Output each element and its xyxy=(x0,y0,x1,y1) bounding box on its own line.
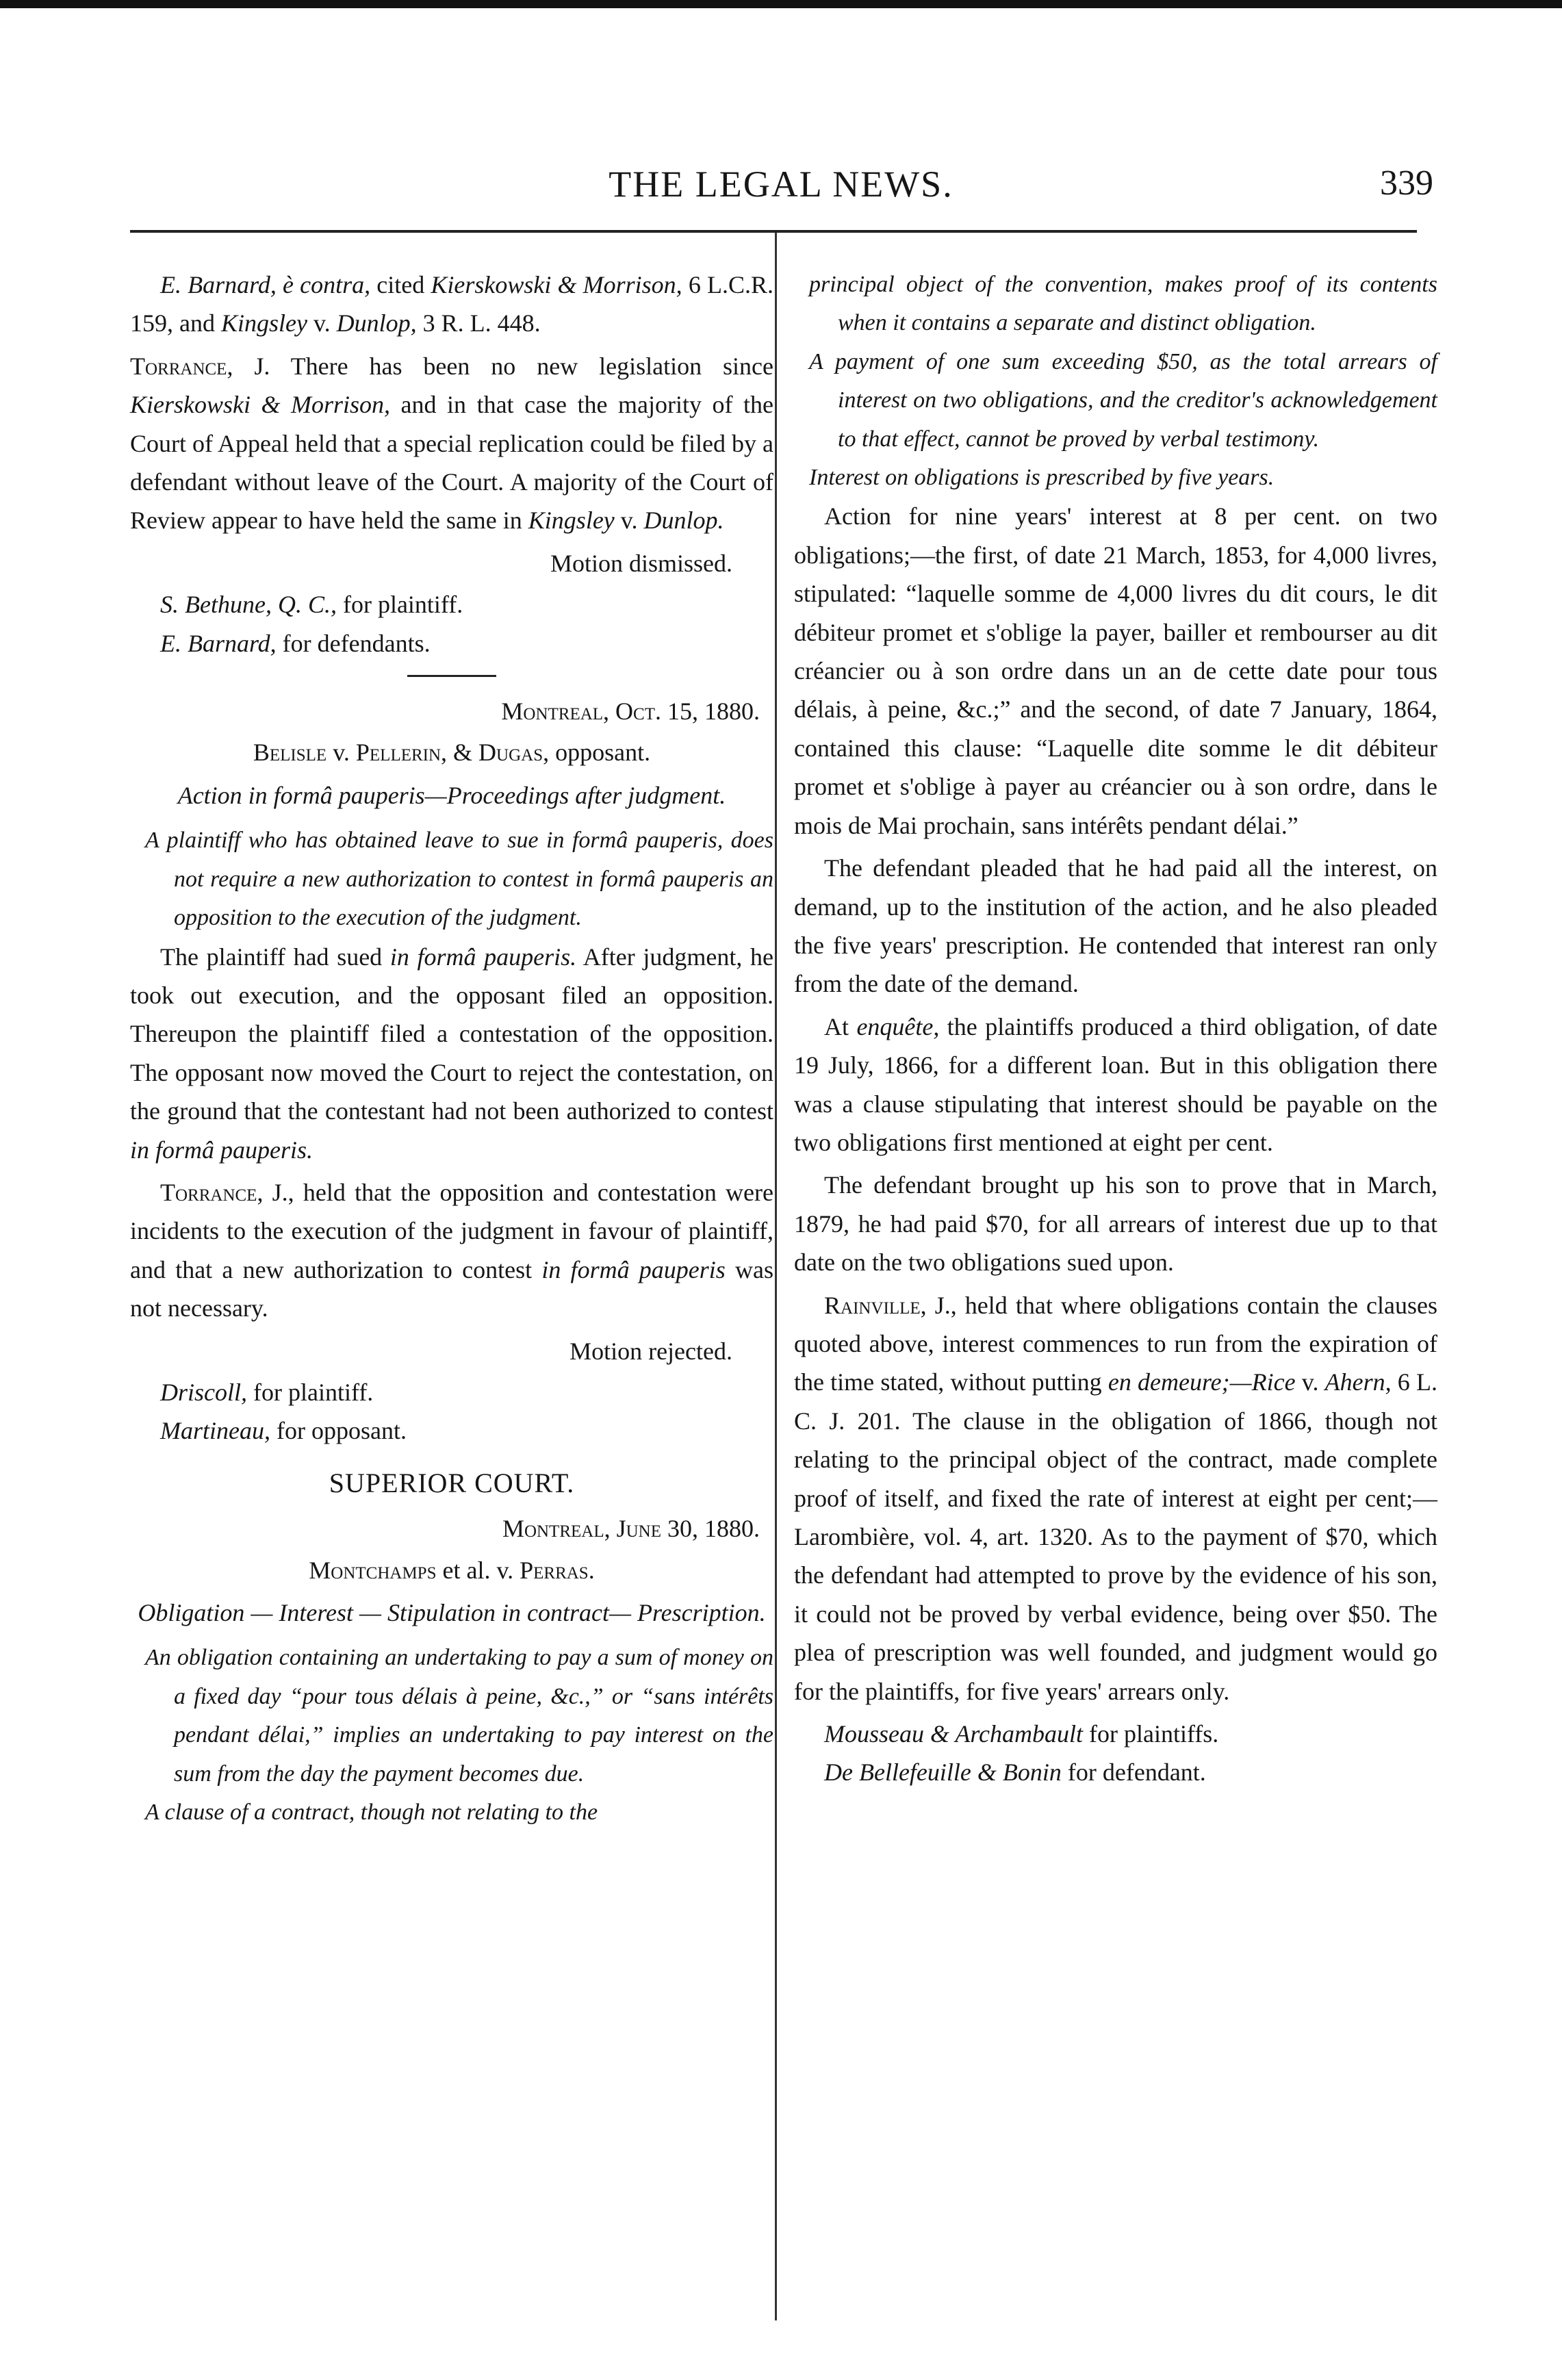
text-run: v. xyxy=(1295,1368,1325,1396)
text-run: held that the opposition and contestation were incidents to the execution of the judgment in favour of plaintiff, and that a new authorization to contest xyxy=(130,1178,773,1283)
judge-name: Torrance, J. xyxy=(130,352,270,380)
text-run: There has been no new legislation since xyxy=(270,352,773,380)
text-run: enquête, xyxy=(856,1012,940,1040)
counsel-line xyxy=(130,1411,773,1450)
headnote: Interest on obligations is prescribed by five years. xyxy=(809,465,1275,491)
paragraph xyxy=(794,1008,1437,1162)
case-citation: Kingsley xyxy=(528,507,615,535)
text-run: in formâ pauperis. xyxy=(130,1136,313,1164)
party-name: Belisle xyxy=(253,739,327,767)
text-run: The plaintiff had sued xyxy=(160,943,390,971)
case-citation: Dunlop, xyxy=(336,309,417,337)
case-citation: Dunlop. xyxy=(643,507,724,535)
text-run: 6 L.C.R. 159, and xyxy=(130,271,774,337)
case-subject: Obligation — Interest — Stipulation in contract— Prescription. xyxy=(138,1599,766,1626)
counsel-role: for plaintiffs. xyxy=(1082,1720,1219,1748)
text-run: At xyxy=(824,1012,857,1040)
judge-name: Torrance, J., xyxy=(160,1178,294,1206)
text-run: en demeure;—Rice xyxy=(1108,1368,1296,1396)
right-column xyxy=(794,266,1437,1792)
case-date: Montreal, Oct. 15, 1880. xyxy=(501,698,760,726)
paragraph: The defendant pleaded that he had paid all the interest, on demand, up to the institution of the action, and he also pleaded the five years' prescription. He contended that interest ran only from the date of the demand. xyxy=(794,854,1437,998)
text-run: in formâ pauperis xyxy=(541,1255,726,1283)
counsel-line xyxy=(794,1715,1437,1753)
text-run: held that where obligations contain the clauses quoted above, interest commences to run from the expiration of the time stated, without putting xyxy=(794,1291,1437,1396)
case-citation: Kingsley xyxy=(220,309,307,337)
running-title: THE LEGAL NEWS. xyxy=(609,164,953,205)
paragraph xyxy=(130,1173,773,1328)
party-name: Montchamps xyxy=(309,1556,437,1584)
text-run: the plaintiffs produced a third obligation, of date 19 July, 1866, for a different loan. But in this obligation there was a clause stipulating that interest should be payable on the two obligations first mentioned at eight per cent. xyxy=(794,1012,1437,1156)
paragraph: Action for nine years' interest at 8 per cent. on two obligations;—the first, of date 21 March, 1853, for 4,000 livres, stipulated: “laquelle somme de 4,000 livres du dit cours, le dit débiteur promet et s'oblige la payer, bailler et rembourser au dit créancier ou à son ordre dans un an de cette date pour tous délais, à peine, &c.;” and the second, of date 7 January, 1864, contained this clause: “Laquelle dite somme le dit débiteur promet et s'oblige à payer au créancier ou à son ordre, dans le mois de Mai prochain, sans intérêts pendant délai.” xyxy=(794,502,1437,839)
case-citation: Kierskowski & Morrison, xyxy=(130,391,391,419)
paragraph xyxy=(130,266,773,343)
page-number: 339 xyxy=(1380,164,1433,203)
case-citation: Kierskowski & Morrison, xyxy=(431,271,682,298)
counsel-name: E. Barnard, è contra, xyxy=(160,271,371,298)
party-name: Perras. xyxy=(520,1556,595,1584)
text-run: 6 L. C. J. 201. The clause in the obligation of 1866, though not relating to the principal object of the contract, made complete proof of itself, and fixed the rate of interest at eight per cent;—Larombière, vol. 4, art. 1320. As to the payment of $70, which the defendant had attempted to prove by the evidence of his son, it could not be proved by verbal evidence, being over $50. The plea of prescription was well founded, and judgment would go for the plaintiffs, for five years' arrears only. xyxy=(794,1368,1437,1705)
text-run: v. xyxy=(307,309,337,337)
counsel-line xyxy=(794,1753,1437,1791)
case-subject: Action in formâ pauperis—Proceedings after judgment. xyxy=(177,781,726,809)
text-run: v. xyxy=(614,507,644,535)
headnote: A clause of a contract, though not relating to the xyxy=(145,1800,598,1826)
counsel-role: for plaintiff. xyxy=(247,1378,374,1406)
counsel-name: E. Barnard, xyxy=(160,629,277,657)
text-run: 3 R. L. 448. xyxy=(416,309,541,337)
text-run: v. xyxy=(327,739,356,767)
court-heading: SUPERIOR COURT. xyxy=(329,1467,575,1498)
case-date: Montreal, June 30, 1880. xyxy=(502,1515,760,1543)
counsel-line xyxy=(130,1373,773,1411)
left-column xyxy=(130,266,773,1832)
counsel-name: S. Bethune, Q. C., xyxy=(160,591,337,619)
text-run: and in that case the majority of the Court of Appeal held that a special replication could be filed by a defendant without leave of the Court. A majority of the Court of Review appear to have held the same in xyxy=(130,391,773,535)
disposition: Motion dismissed. xyxy=(550,549,732,577)
counsel-role: for defendant. xyxy=(1061,1758,1206,1787)
headnote: A payment of one sum exceeding $50, as the total arrears of interest on two obligations, and the creditor's acknowledgement to that effect, cannot be proved by verbal testimony. xyxy=(809,348,1437,452)
counsel-name: Martineau, xyxy=(160,1417,270,1445)
counsel-role: for defendants. xyxy=(276,629,431,657)
counsel-line xyxy=(130,624,773,663)
case-parties xyxy=(130,733,773,771)
text-run: opposant. xyxy=(549,739,651,767)
paragraph xyxy=(794,1286,1437,1711)
section-rule xyxy=(407,675,496,677)
text-run: After judgment, he took out execution, and the opposant filed an opposition. Thereupon the plaintiff filed a contestation of the opposition. The opposant now moved the Court to reject the contestation, on the ground that the contestant had not been authorized to contest xyxy=(130,943,774,1125)
headnote: An obligation containing an undertaking to pay a sum of money on a fixed day “pour tous délais à peine, &c.,” or “sans intérêts pendant délai,” implies an undertaking to pay interest on the sum from the day the payment becomes due. xyxy=(145,1645,773,1787)
disposition: Motion rejected. xyxy=(569,1337,732,1365)
headnote: A plaintiff who has obtained leave to sue in formâ pauperis, does not require a new authorization to contest in formâ pauperis an opposition to the execution of the judgment. xyxy=(145,828,773,931)
counsel-role: for opposant. xyxy=(270,1417,407,1445)
paragraph xyxy=(130,347,773,540)
top-border-rule xyxy=(0,0,1562,8)
counsel-role: for plaintiff. xyxy=(336,591,463,619)
counsel-name: De Bellefeuille & Bonin xyxy=(824,1758,1062,1787)
counsel-name: Driscoll, xyxy=(160,1378,248,1406)
text-run: et al. v. xyxy=(436,1556,520,1584)
text-run: in formâ pauperis. xyxy=(389,943,577,971)
headnote: principal object of the convention, makes proof of its contents when it contains a separate and distinct obligation. xyxy=(809,272,1437,336)
header-rule xyxy=(130,230,1417,233)
text-run: was not necessary. xyxy=(130,1255,773,1322)
counsel-line xyxy=(130,585,773,624)
counsel-name: Mousseau & Archambault xyxy=(824,1720,1083,1748)
paragraph: The defendant brought up his son to prove that in March, 1879, he had paid $70, for all arrears of interest due up to that date on the two obligations sued upon. xyxy=(794,1171,1437,1277)
party-name: Pellerin, & Dugas, xyxy=(355,739,550,767)
judge-name: Rainville, J., xyxy=(824,1291,957,1319)
column-divider xyxy=(775,233,777,2320)
paragraph xyxy=(130,938,773,1169)
text-run: Ahern, xyxy=(1324,1368,1392,1396)
text-run: cited xyxy=(370,271,431,298)
case-parties xyxy=(130,1551,773,1589)
